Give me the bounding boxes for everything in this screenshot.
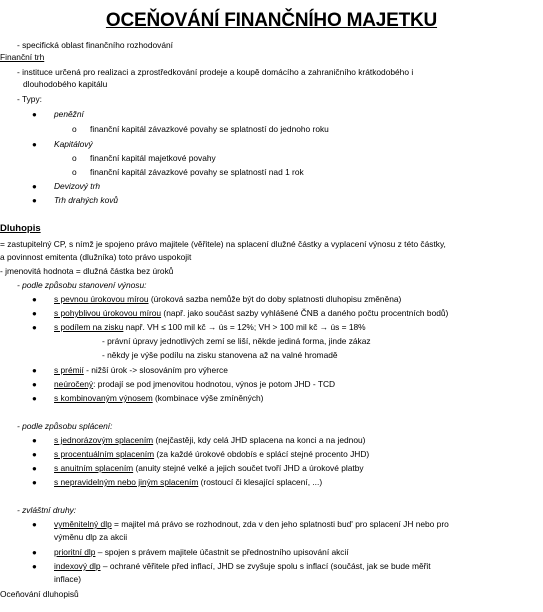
zvlastni-druhy-heading: - zvláštní druhy:: [17, 505, 77, 515]
list-item: ● s anuitním splacením (anuity stejné velké a jejich součet tvoří JHD a úrokové platby: [32, 463, 364, 473]
list-item-continuation: inflace): [54, 574, 81, 584]
financni-trh-definition-2: dlouhodobého kapitálu: [23, 79, 108, 89]
financni-trh-heading: Finanční trh: [0, 52, 45, 62]
list-item: ● vyměnitelný dlp = majitel má právo se rozhodnout, zda v den jeho splatnosti bud' pro splacení JH nebo pro: [32, 519, 449, 529]
list-item: ● Devizový trh: [32, 181, 101, 191]
bullet-icon: ●: [32, 562, 37, 571]
sub-note: - někdy je výše podílu na zisku stanovena až na valné hromadě: [102, 350, 338, 360]
bullet-icon: ●: [32, 196, 37, 205]
bullet-icon: ●: [32, 366, 37, 375]
dluhopis-definition-2: a povinnost emitenta (dlužníka) toto právo uspokojit: [0, 252, 192, 262]
list-item: ● s pevnou úrokovou mírou (úroková sazba nemůže být do doby splatnosti dluhopisu změněna): [32, 294, 402, 304]
list-item: ● s pohyblivou úrokovou mírou (např. jako součást sazby vyhlášené ČNB a daného počtu procentních bodů): [32, 308, 449, 318]
bullet-icon: ●: [32, 548, 37, 557]
sub-note: - právní úpravy jednotlivých zemí se liší, někde jediná forma, jinde zákaz: [102, 336, 371, 346]
list-item: ● s prémií - nižší úrok -> slosováním pro výherce: [32, 365, 228, 375]
dluhopis-heading: Dluhopis: [0, 223, 41, 234]
bullet-icon: ●: [32, 394, 37, 403]
bullet-icon: ●: [32, 478, 37, 487]
bullet-icon: ●: [32, 436, 37, 445]
bullet-icon: ●: [32, 380, 37, 389]
bullet-icon: ●: [32, 182, 37, 191]
footer-heading: Oceňování dluhopisů: [0, 589, 79, 599]
bullet-icon: ●: [32, 464, 37, 473]
list-item: ● s podílem na zisku např. VH ≤ 100 mil kč → ús = 12%; VH > 100 mil kč → ús = 18%: [32, 322, 366, 332]
bullet-icon: ●: [32, 520, 37, 529]
list-item-continuation: výměnu dlp za akcii: [54, 532, 128, 542]
list-item: ● prioritní dlp – spojen s právem majitele účastnit se přednostního upisování akcií: [32, 547, 349, 557]
page-title: OCEŇOVÁNÍ FINANČNÍHO MAJETKU: [105, 10, 438, 31]
bullet-icon: ●: [32, 309, 37, 318]
list-item: ● s kombinovaným výnosem (kombinace výše zmíněných): [32, 393, 264, 403]
circle-bullet-icon: o: [72, 124, 77, 134]
list-item: ● neúročený: prodají se pod jmenovitou hodnotou, výnos je potom JHD - TCD: [32, 379, 336, 389]
list-item: ● s procentuálním splacením (za každé úrokové obdobís e splácí stejné procento JHD): [32, 449, 370, 459]
bullet-icon: ●: [32, 450, 37, 459]
typy-label: - Typy:: [17, 94, 42, 104]
bullet-icon: ●: [32, 140, 37, 149]
circle-bullet-icon: o: [72, 153, 77, 163]
list-item: o finanční kapitál závazkové povahy se splatností nad 1 rok: [72, 167, 304, 177]
jmenovita-hodnota: - jmenovitá hodnota = dlužná částka bez úroků: [0, 266, 174, 276]
list-item: ● Kapitálový: [32, 139, 93, 149]
podle-splaceni-heading: - podle způsobu splácení:: [17, 421, 113, 431]
circle-bullet-icon: o: [72, 167, 77, 177]
list-item: ● s nepravidelným nebo jiným splacením (rostoucí či klesající splacení, ...): [32, 477, 323, 487]
dluhopis-definition-1: = zastupitelný CP, s nímž je spojeno právo majitele (věřitele) na splacení dlužné částky a vyplacení výnosu z této částky,: [0, 239, 446, 249]
list-item: o finanční kapitál majetkové povahy: [72, 153, 216, 163]
list-item: ● peněžní: [32, 109, 84, 119]
bullet-icon: ●: [32, 323, 37, 332]
list-item: o finanční kapitál závazkové povahy se splatností do jednoho roku: [72, 124, 329, 134]
list-item: ● s jednorázovým splacením (nejčastěji, kdy celá JHD splacena na konci a na jednou): [32, 435, 366, 445]
podle-vynosu-heading: - podle způsobu stanovení výnosu:: [17, 280, 147, 290]
list-item: ● Trh drahých kovů: [32, 195, 119, 205]
list-item: ● indexový dlp – ochrané věřitele před inflací, JHD se zvyšuje spolu s inflací (součást, jak se bude měřit: [32, 561, 431, 571]
intro-line: - specifická oblast finančního rozhodování: [17, 40, 173, 50]
financni-trh-definition-1: - instituce určená pro realizaci a zprostředkování prodeje a koupě domácího a zahraničního krátkodobého i: [17, 67, 414, 77]
bullet-icon: ●: [32, 295, 37, 304]
bullet-icon: ●: [32, 110, 37, 119]
